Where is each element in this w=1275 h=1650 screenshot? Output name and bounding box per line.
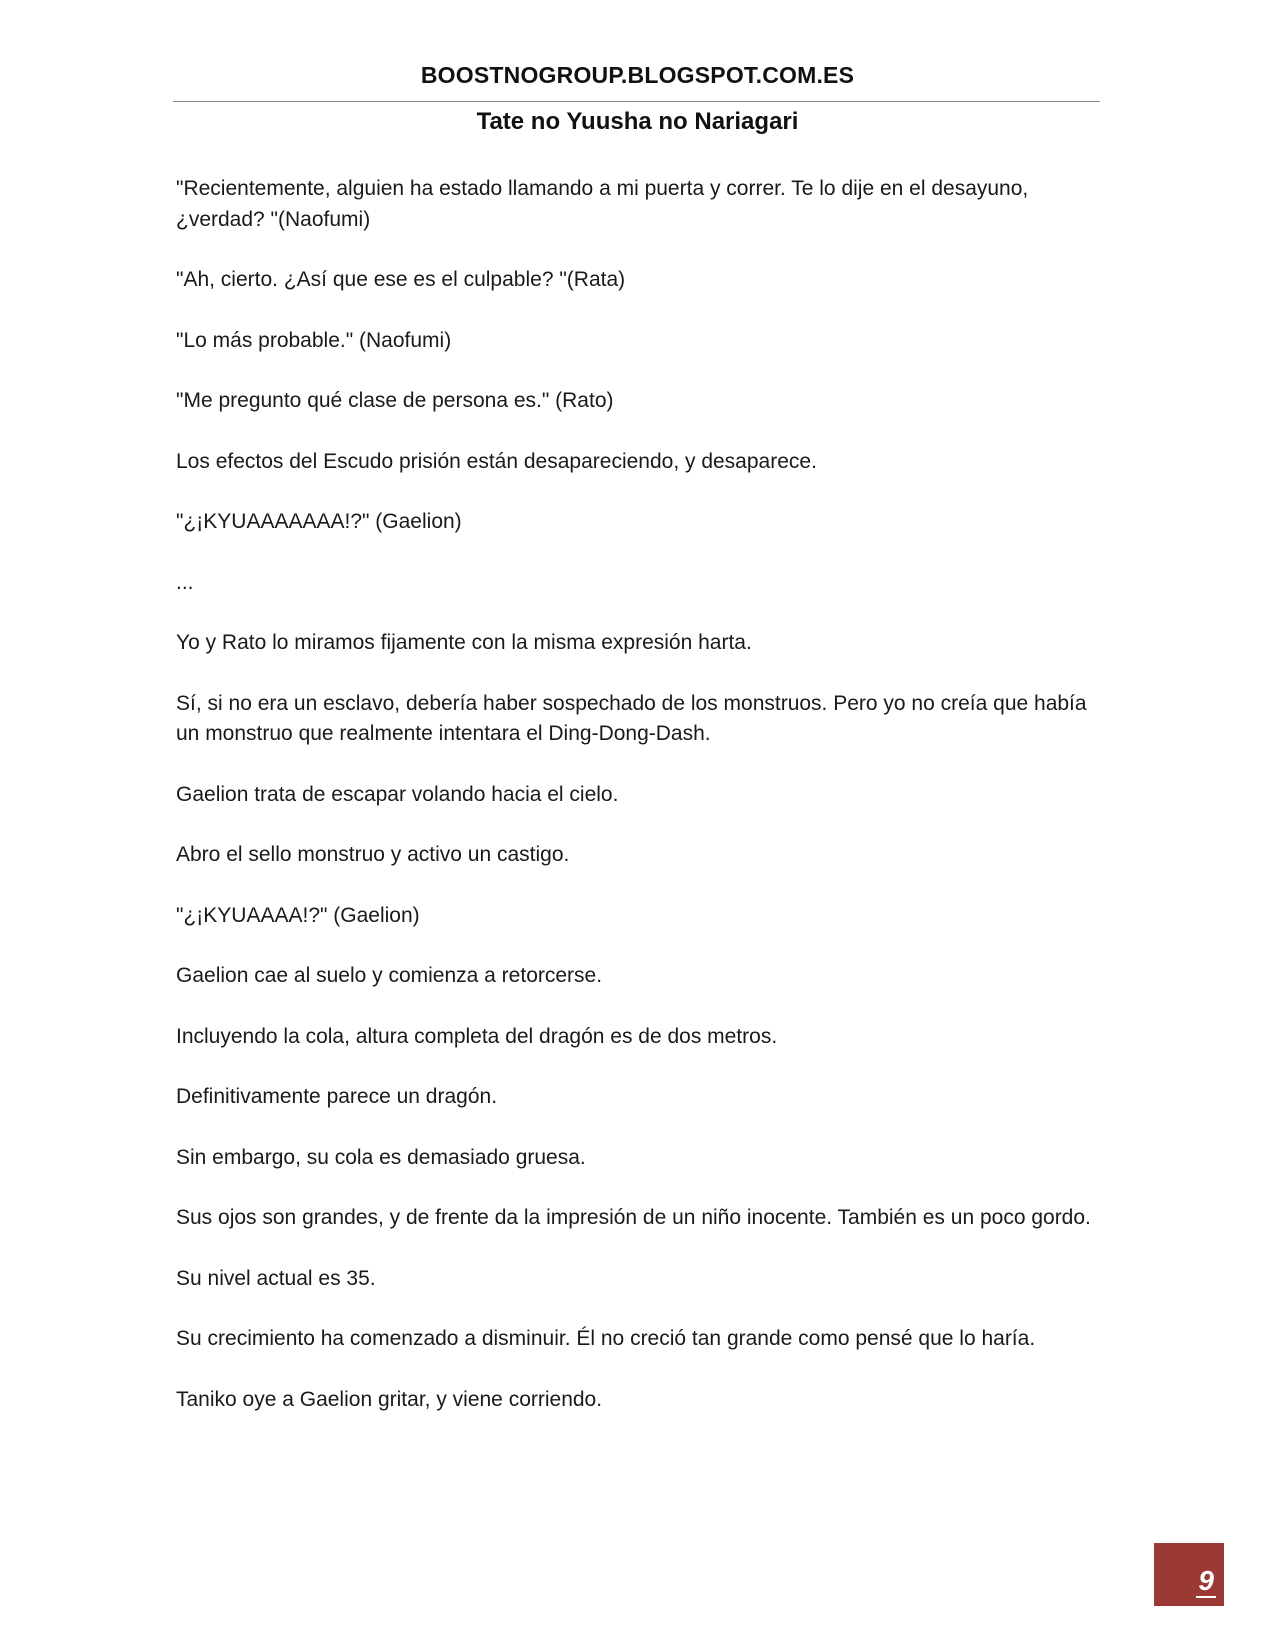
paragraph: "Ah, cierto. ¿Así que ese es el culpable? "(Rata) [176,268,626,291]
paragraph: Incluyendo la cola, altura completa del dragón es de dos metros. [176,1024,778,1048]
header-divider [173,101,1100,102]
paragraph: Gaelion cae al suelo y comienza a retorcerse. [176,964,603,987]
header-site-url: BOOSTNOGROUP.BLOGSPOT.COM.ES [420,62,855,88]
paragraph: "Me pregunto qué clase de persona es." (Rato) [176,389,614,412]
paragraph: Sí, si no era un esclavo, debería haber sospechado de los monstruos. Pero yo no creía que había un monstruo que realmente intentara el Ding-Dong-Dash. [176,691,1087,745]
paragraph: ... [176,570,194,594]
paragraph: Su crecimiento ha comenzado a disminuir. Él no creció tan grande como pensé que lo haría. [176,1327,1036,1350]
paragraph: Sin embargo, su cola es demasiado gruesa. [176,1145,586,1169]
paragraph: "¿¡KYUAAAAAAA!?" (Gaelion) [176,510,462,533]
paragraph: Definitivamente parece un dragón. [176,1085,498,1108]
paragraph: Sus ojos son grandes, y de frente da la impresión de un niño inocente. También es un poco gordo. [176,1206,1091,1229]
document-title: Tate no Yuusha no Nariagari [476,108,799,135]
paragraph: "¿¡KYUAAAA!?" (Gaelion) [176,903,420,927]
paragraph: Su nivel actual es 35. [176,1266,376,1290]
paragraph: Los efectos del Escudo prisión están desapareciendo, y desaparece. [176,449,817,473]
paragraph: Gaelion trata de escapar volando hacia el cielo. [176,782,619,806]
paragraph: Abro el sello monstruo y activo un castigo. [176,843,570,866]
paragraph: Taniko oye a Gaelion gritar, y viene corriendo. [176,1387,603,1411]
paragraph: "Recientemente, alguien ha estado llamando a mi puerta y correr. Te lo dije en el desayuno, ¿verdad? "(Naofumi) [176,177,1029,231]
page-number-badge [1154,1543,1224,1606]
paragraph: "Lo más probable." (Naofumi) [176,328,452,352]
page-number: 9 [1198,1565,1214,1596]
paragraph: Yo y Rato lo miramos fijamente con la misma expresión harta. [176,631,752,654]
body-text [176,174,1096,1445]
